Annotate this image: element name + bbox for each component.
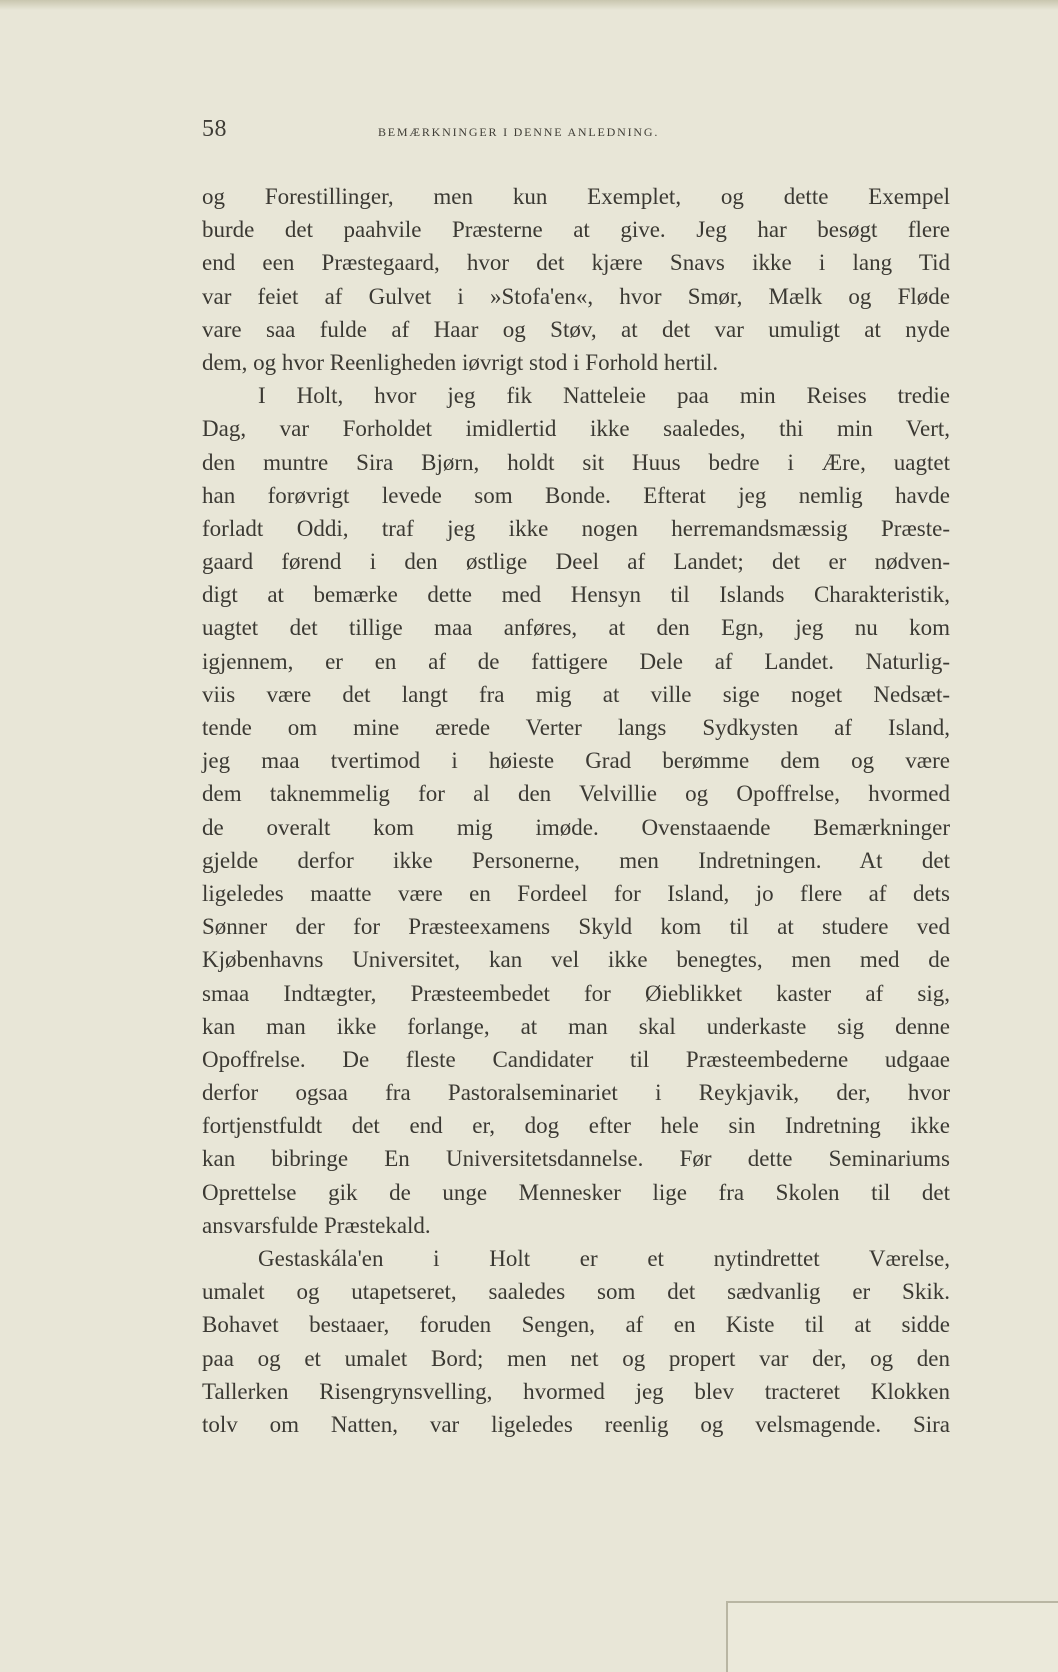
- text-line: den muntre Sira Bjørn, holdt sit Huus bedre i Ære, uagtet: [202, 449, 950, 475]
- text-line: Bohavet bestaaer, foruden Sengen, af en Kiste til at sidde: [202, 1312, 950, 1338]
- text-line: Opoffrelse. De fleste Candidater til Præsteembederne udgaae: [202, 1046, 950, 1072]
- text-line: fortjenstfuldt det end er, dog efter hele sin Indretning ikke: [202, 1113, 950, 1139]
- text-line: I Holt, hvor jeg fik Natteleie paa min Reises tredie: [258, 383, 950, 409]
- text-line: ansvarsfulde Præstekald.: [202, 1212, 431, 1238]
- text-line: Dag, var Forholdet imidlertid ikke saaledes, thi min Vert,: [202, 416, 950, 442]
- text-line: umalet og utapetseret, saaledes som det sædvanlig er Skik.: [202, 1279, 950, 1305]
- text-line: gjelde derfor ikke Personerne, men Indretningen. At det: [202, 847, 950, 873]
- text-line: jeg maa tvertimod i høieste Grad berømme dem og være: [202, 748, 950, 774]
- text-line: han forøvrigt levede som Bonde. Efterat jeg nemlig havde: [202, 482, 950, 508]
- text-line: tolv om Natten, var ligeledes reenlig og velsmagende. Sira: [202, 1411, 950, 1437]
- text-line: smaa Indtægter, Præsteembedet for Øieblikket kaster af sig,: [202, 980, 950, 1006]
- text-line: forladt Oddi, traf jeg ikke nogen herremandsmæssig Præste-: [202, 515, 950, 541]
- text-line: dem taknemmelig for al den Velvillie og Opoffrelse, hvormed: [202, 781, 950, 807]
- text-line: end een Præstegaard, hvor det kjære Snavs ikke i lang Tid: [202, 250, 950, 276]
- running-head: BEMÆRKNINGER I DENNE ANLEDNING.: [378, 125, 660, 139]
- text-line: uagtet det tillige maa anføres, at den Egn, jeg nu kom: [202, 615, 950, 641]
- text-line: kan bibringe En Universitetsdannelse. Før dette Seminariums: [202, 1146, 950, 1172]
- text-line: de overalt kom mig imøde. Ovenstaaende Bemærkninger: [202, 814, 950, 840]
- text-line: Gestaskála'en i Holt er et nytindrettet Værelse,: [258, 1246, 950, 1271]
- text-line: paa og et umalet Bord; men net og propert var der, og den: [202, 1345, 950, 1371]
- scan-edge-artifact: [726, 1601, 1058, 1672]
- text-line: viis være det langt fra mig at ville sige noget Nedsæt-: [202, 681, 950, 707]
- text-line: Tallerken Risengrynsvelling, hvormed jeg blev tracteret Klokken: [202, 1378, 950, 1404]
- body-text: [202, 180, 950, 1441]
- text-line: igjennem, er en af de fattigere Dele af Landet. Naturlig-: [202, 648, 950, 674]
- text-line: Oprettelse gik de unge Mennesker lige fra Skolen til det: [202, 1179, 950, 1205]
- text-line: ligeledes maatte være en Fordeel for Island, jo flere af dets: [202, 880, 950, 906]
- text-line: Sønner der for Præsteexamens Skyld kom til at studere ved: [202, 914, 950, 940]
- text-line: og Forestillinger, men kun Exemplet, og dette Exempel: [202, 184, 950, 209]
- text-line: digt at bemærke dette med Hensyn til Islands Charakteristik,: [202, 582, 950, 608]
- text-line: derfor ogsaa fra Pastoralseminariet i Reykjavik, der, hvor: [202, 1080, 950, 1106]
- page-header: [202, 116, 950, 152]
- text-line: tende om mine ærede Verter langs Sydkysten af Island,: [202, 715, 950, 740]
- text-line: gaard førend i den østlige Deel af Landet; det er nødven-: [202, 549, 950, 575]
- text-line: Kjøbenhavns Universitet, kan vel ikke benegtes, men med de: [202, 947, 950, 973]
- text-line: kan man ikke forlange, at man skal underkaste sig denne: [202, 1013, 950, 1039]
- text-line: var feiet af Gulvet i »Stofa'en«, hvor Smør, Mælk og Fløde: [202, 283, 950, 309]
- text-line: vare saa fulde af Haar og Støv, at det var umuligt at nyde: [202, 316, 950, 342]
- text-line: burde det paahvile Præsterne at give. Jeg har besøgt flere: [202, 217, 950, 243]
- text-line: dem, og hvor Reenligheden iøvrigt stod i Forhold hertil.: [202, 349, 719, 375]
- page-number: 58: [202, 116, 227, 142]
